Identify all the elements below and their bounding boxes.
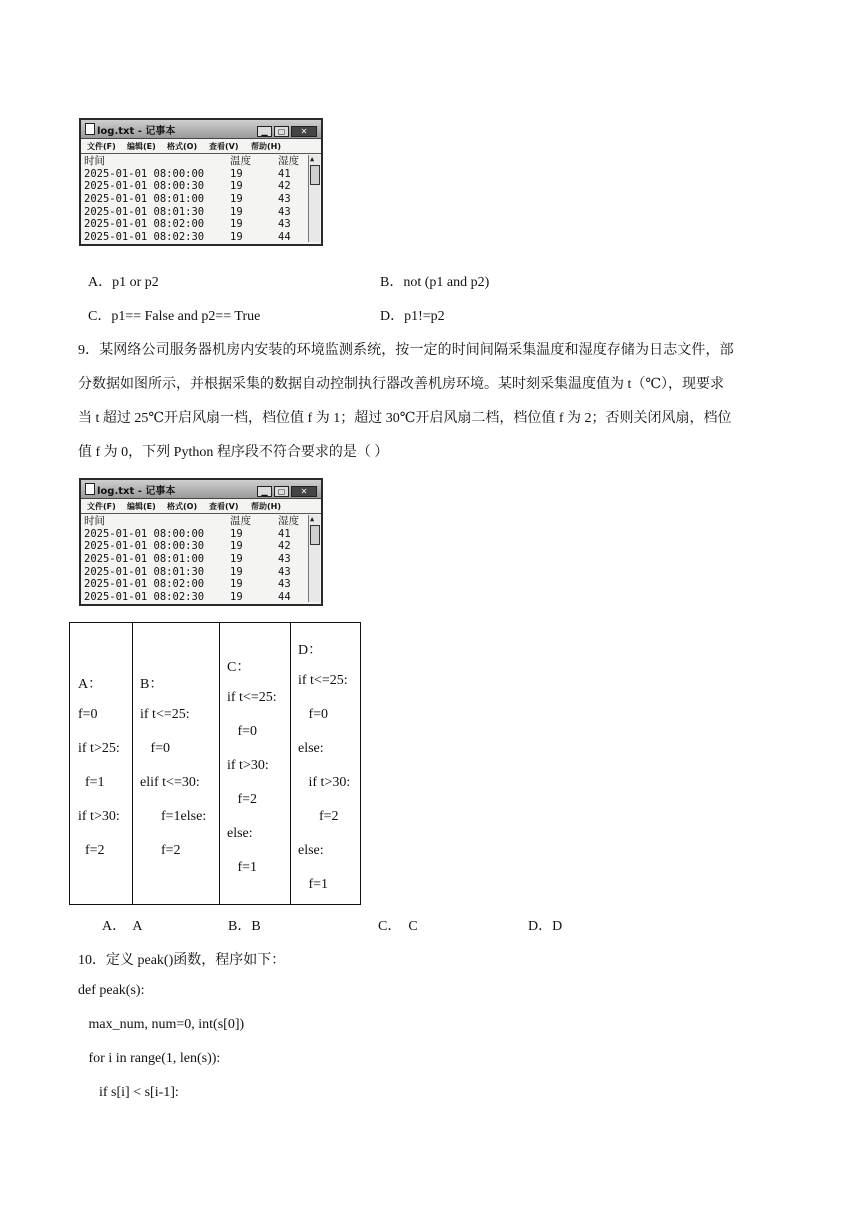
q8-option-c: C．p1== False and p2== True (88, 309, 261, 324)
notepad-titlebar (81, 480, 321, 499)
q10-stem: 10．定义 peak()函数，程序如下： (78, 953, 286, 968)
q8-option-d: D．p1!=p2 (380, 309, 445, 324)
menu-file: 文件(F) (87, 502, 116, 511)
menu-file: 文件(F) (87, 142, 116, 151)
scroll-up-icon: ▲ (310, 155, 315, 163)
notepad-scrollbar (308, 155, 320, 242)
log-row: 2025-01-01 08:02:30 19 44 (84, 231, 291, 244)
q9-line-1: 9．某网络公司服务器机房内安装的环境监测系统，按一定的时间间隔采集温度和湿度存储为日志文件，部 (78, 343, 734, 358)
scroll-up-icon: ▲ (310, 515, 315, 523)
maximize-icon: ▢ (274, 486, 289, 497)
q9-line-4: 值 f 为 0，下列 Python 程序段不符合要求的是（ ） (78, 445, 389, 460)
q9-answer-a: A． A (102, 919, 143, 934)
log-row: 2025-01-01 08:00:00 19 41 (84, 167, 291, 180)
notepad-content (84, 155, 307, 242)
q8-option-a: A．p1 or p2 (88, 275, 159, 290)
notepad-title: log.txt - 记事本 (97, 486, 176, 497)
log-row: 2025-01-01 08:01:00 19 43 (84, 553, 291, 566)
log-row: 2025-01-01 08:00:30 19 42 (84, 180, 291, 193)
log-row: 2025-01-01 08:00:00 19 41 (84, 527, 291, 540)
document-icon (85, 123, 95, 135)
notepad-content (84, 515, 307, 602)
menu-edit: 编辑(E) (127, 142, 156, 151)
close-icon: ✕ (291, 126, 317, 137)
log-row: 2025-01-01 08:02:30 19 44 (84, 591, 291, 604)
option-d-cell: D： if t<=25: f=0 else: if t>30: f=2 else: f=1 (298, 643, 351, 892)
q10-code-line-4: if s[i] < s[i-1]: (78, 1085, 179, 1100)
log-row: 2025-01-01 08:02:00 19 43 (84, 578, 291, 591)
q9-line-3: 当 t 超过 25℃开启风扇一档，档位值 f 为 1；超过 30℃开启风扇二档，档位值 f 为 2；否则关闭风扇，档位 (78, 411, 732, 426)
q10-code-line-2: max_num, num=0, int(s[0]) (78, 1017, 245, 1032)
maximize-icon: ▢ (274, 126, 289, 137)
close-icon: ✕ (291, 486, 317, 497)
menu-format: 格式(O) (167, 142, 198, 151)
notepad-scrollbar (308, 515, 320, 602)
menu-format: 格式(O) (167, 502, 198, 511)
option-a-cell: A： f=0 if t>25: f=1 if t>30: f=2 (70, 623, 133, 904)
notepad-title: log.txt - 记事本 (97, 126, 176, 137)
q10-code-line-3: for i in range(1, len(s)): (78, 1051, 221, 1066)
log-row: 2025-01-01 08:01:30 19 43 (84, 565, 291, 578)
q9-answer-b: B．B (228, 919, 261, 934)
q8-option-b: B．not (p1 and p2) (380, 275, 490, 290)
q9-options-table (69, 622, 361, 905)
minimize-icon: ▁ (257, 486, 272, 497)
notepad-menubar (81, 499, 321, 514)
log-header: 时间 温度 湿度 (84, 155, 299, 167)
notepad-titlebar (81, 120, 321, 139)
log-header: 时间 温度 湿度 (84, 515, 299, 527)
minimize-icon: ▁ (257, 126, 272, 137)
notepad-menubar (81, 139, 321, 154)
q9-answer-d: D．D (528, 919, 563, 934)
log-row: 2025-01-01 08:00:30 19 42 (84, 540, 291, 553)
notepad-figure-2 (79, 478, 323, 606)
scroll-thumb (310, 525, 320, 545)
menu-view: 查看(V) (209, 502, 239, 511)
q9-answer-c: C． C (378, 919, 418, 934)
menu-view: 查看(V) (209, 142, 239, 151)
log-row: 2025-01-01 08:02:00 19 43 (84, 218, 291, 231)
option-c-cell: C： if t<=25: f=0 if t>30: f=2 else: f=1 (219, 623, 291, 904)
menu-help: 帮助(H) (251, 142, 282, 151)
q10-code-line-1: def peak(s): (78, 983, 145, 998)
scroll-thumb (310, 165, 320, 185)
menu-edit: 编辑(E) (127, 502, 156, 511)
notepad-figure-1 (79, 118, 323, 246)
document-icon (85, 483, 95, 495)
log-row: 2025-01-01 08:01:30 19 43 (84, 205, 291, 218)
menu-help: 帮助(H) (251, 502, 282, 511)
q9-line-2: 分数据如图所示，并根据采集的数据自动控制执行器改善机房环境。某时刻采集温度值为 t（℃），现要求 (78, 377, 725, 392)
log-row: 2025-01-01 08:01:00 19 43 (84, 193, 291, 206)
option-b-cell: B： if t<=25: f=0 elif t<=30: f=1else: f=2 (132, 623, 220, 904)
